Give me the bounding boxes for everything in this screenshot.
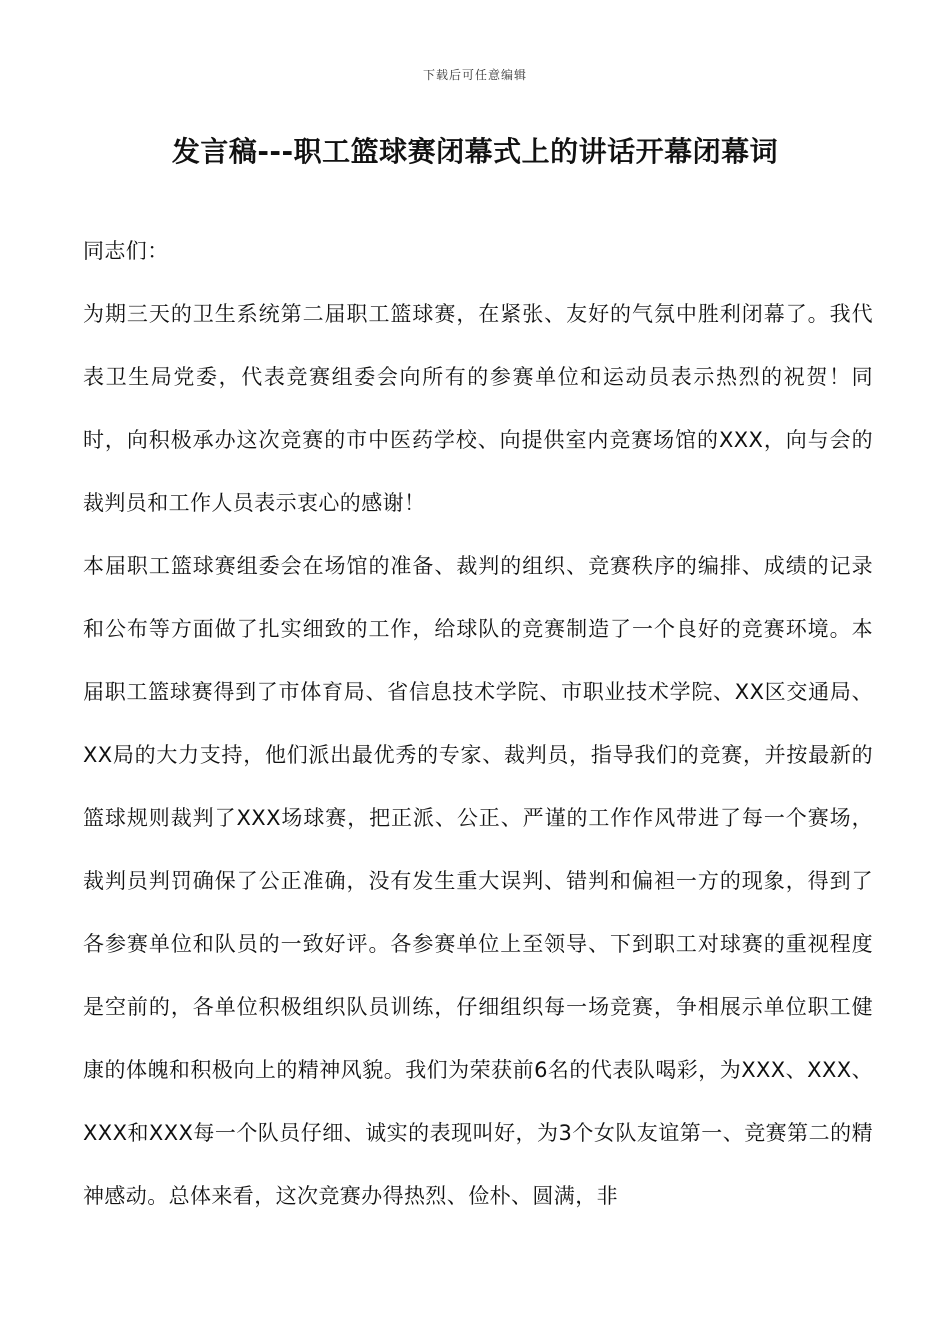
page-header-note: 下载后可任意编辑 — [422, 68, 527, 82]
document-title: 发言稿---职工篮球赛闭幕式上的讲话开幕闭幕词 — [171, 135, 779, 168]
paragraph-1: 为期三天的卫生系统第二届职工篮球赛，在紧张、友好的气氛中胜利闭幕了。我代表卫生局党委，代表竞赛组委会向所有的参赛单位和运动员表示热烈的祝贺！同时，向积极承办这次竞赛的市中医药学校、向提供室内竞赛场馆的XXX，向与会的裁判员和工作人员表示衷心的感谢！ — [83, 302, 873, 515]
salutation: 同志们： — [83, 239, 169, 263]
paragraph-2: 本届职工篮球赛组委会在场馆的准备、裁判的组织、竞赛秩序的编排、成绩的记录和公布等方面做了扎实细致的工作，给球队的竞赛制造了一个良好的竞赛环境。本届职工篮球赛得到了市体育局、省信息技术学院、市职业技术学院、XX区交通局、XX局的大力支持，他们派出最优秀的专家、裁判员，指导我们的竞赛，并按最新的篮球规则裁判了XXX场球赛，把正派、公正、严谨的工作作风带进了每一个赛场，裁判员判罚确保了公正准确，没有发生重大误判、错判和偏袒一方的现象，得到了各参赛单位和队员的一致好评。各参赛单位上至领导、下到职工对球赛的重视程度是空前的，各单位积极组织队员训练，仔细组织每一场竞赛，争相展示单位职工健康的体魄和积极向上的精神风貌。我们为荣获前6名的代表队喝彩，为XXX、XXX、XXX和XXX每一个队员仔细、诚实的表现叫好，为3个女队友谊第一、竞赛第二的精神感动。总体来看，这次竞赛办得热烈、俭朴、圆满，非 — [83, 554, 873, 1208]
document-body — [83, 220, 873, 1228]
